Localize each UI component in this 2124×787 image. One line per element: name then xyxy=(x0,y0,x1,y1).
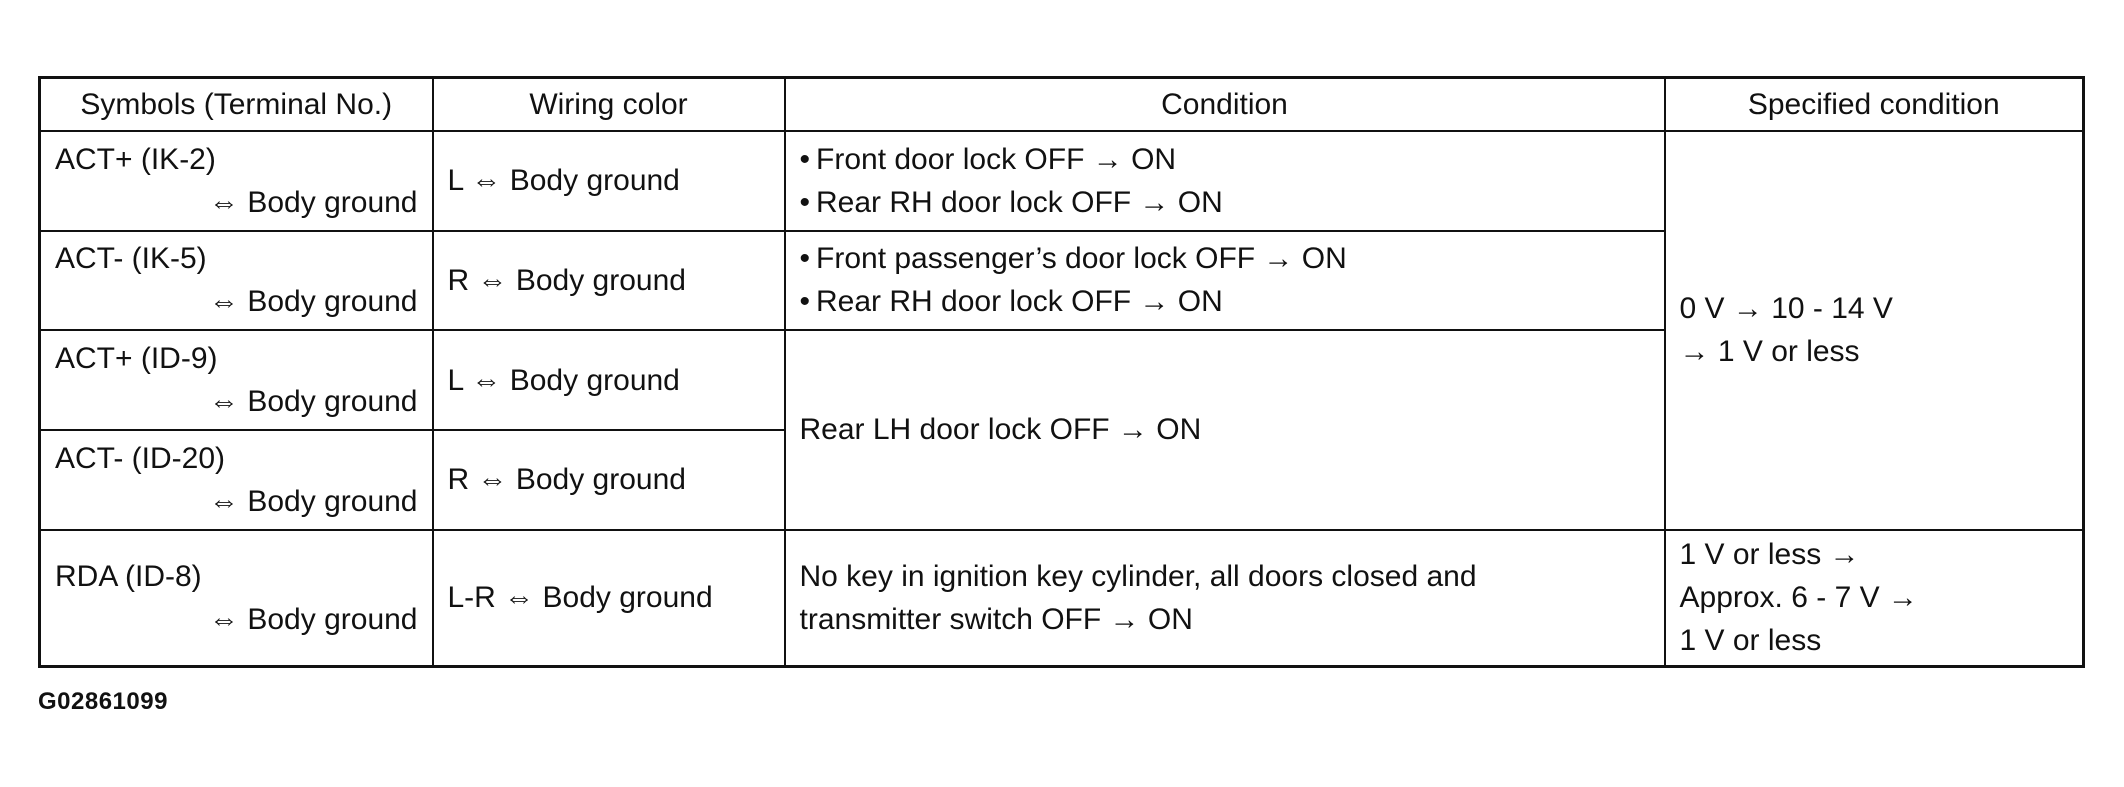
header-condition: Condition xyxy=(785,78,1665,131)
terminal-symbol: RDA (ID-8) xyxy=(55,559,202,593)
condition-line: • Rear RH door lock OFF → ON xyxy=(800,181,1650,224)
condition-cell xyxy=(785,530,1665,667)
condition-line: • Front passenger’s door lock OFF → ON xyxy=(800,237,1650,280)
condition-cell xyxy=(785,231,1665,331)
terminal-symbol: ACT- (IK-5) xyxy=(55,242,207,276)
specified-condition-cell xyxy=(1665,131,2084,530)
specified-line: 1 V or less → xyxy=(1679,538,1860,572)
condition-line: transmitter switch OFF → ON xyxy=(799,602,1193,636)
specified-condition-cell xyxy=(1665,530,2084,667)
condition-line: Rear LH door lock OFF → ON xyxy=(799,413,1202,447)
wiring-color-cell: R ⇔ Body ground xyxy=(433,430,785,530)
terminal-ground: ⇔ Body ground xyxy=(209,602,418,636)
symbol-cell xyxy=(40,131,433,231)
condition-cell xyxy=(785,330,1665,529)
specified-line: → 1 V or less xyxy=(1679,335,1860,369)
specified-line: Approx. 6 - 7 V → xyxy=(1679,581,1918,615)
condition-line: • Front door lock OFF → ON xyxy=(800,138,1650,181)
wiring-color-cell: R ⇔ Body ground xyxy=(433,231,785,331)
symbol-cell xyxy=(40,330,433,430)
symbol-cell xyxy=(40,530,433,667)
table-row xyxy=(40,131,2084,231)
terminal-symbol: ACT+ (ID-9) xyxy=(55,342,218,376)
terminal-ground: ⇔ Body ground xyxy=(209,385,418,419)
condition-cell xyxy=(785,131,1665,231)
specified-line: 1 V or less xyxy=(1679,624,1822,658)
terminal-ground: ⇔ Body ground xyxy=(209,285,418,319)
terminal-symbol: ACT+ (IK-2) xyxy=(55,142,216,176)
specified-line: 0 V → 10 - 14 V xyxy=(1679,292,1893,326)
condition-line: No key in ignition key cylinder, all doors closed and xyxy=(799,559,1477,593)
table-row xyxy=(40,530,2084,667)
symbol-cell xyxy=(40,430,433,530)
header-wiring-color: Wiring color xyxy=(433,78,785,131)
terminal-ground: ⇔ Body ground xyxy=(209,484,418,518)
header-symbols: Symbols (Terminal No.) xyxy=(40,78,433,131)
figure-id: G02861099 xyxy=(38,688,168,715)
terminal-spec-table xyxy=(38,76,2085,668)
wiring-color-cell: L ⇔ Body ground xyxy=(433,131,785,231)
condition-line: • Rear RH door lock OFF → ON xyxy=(800,280,1650,323)
wiring-color-cell: L-R ⇔ Body ground xyxy=(433,530,785,667)
terminal-symbol: ACT- (ID-20) xyxy=(55,441,226,475)
table-header-row xyxy=(40,78,2084,131)
terminal-ground: ⇔ Body ground xyxy=(209,185,418,219)
wiring-color-cell: L ⇔ Body ground xyxy=(433,330,785,430)
header-specified-condition: Specified condition xyxy=(1665,78,2084,131)
symbol-cell xyxy=(40,231,433,331)
